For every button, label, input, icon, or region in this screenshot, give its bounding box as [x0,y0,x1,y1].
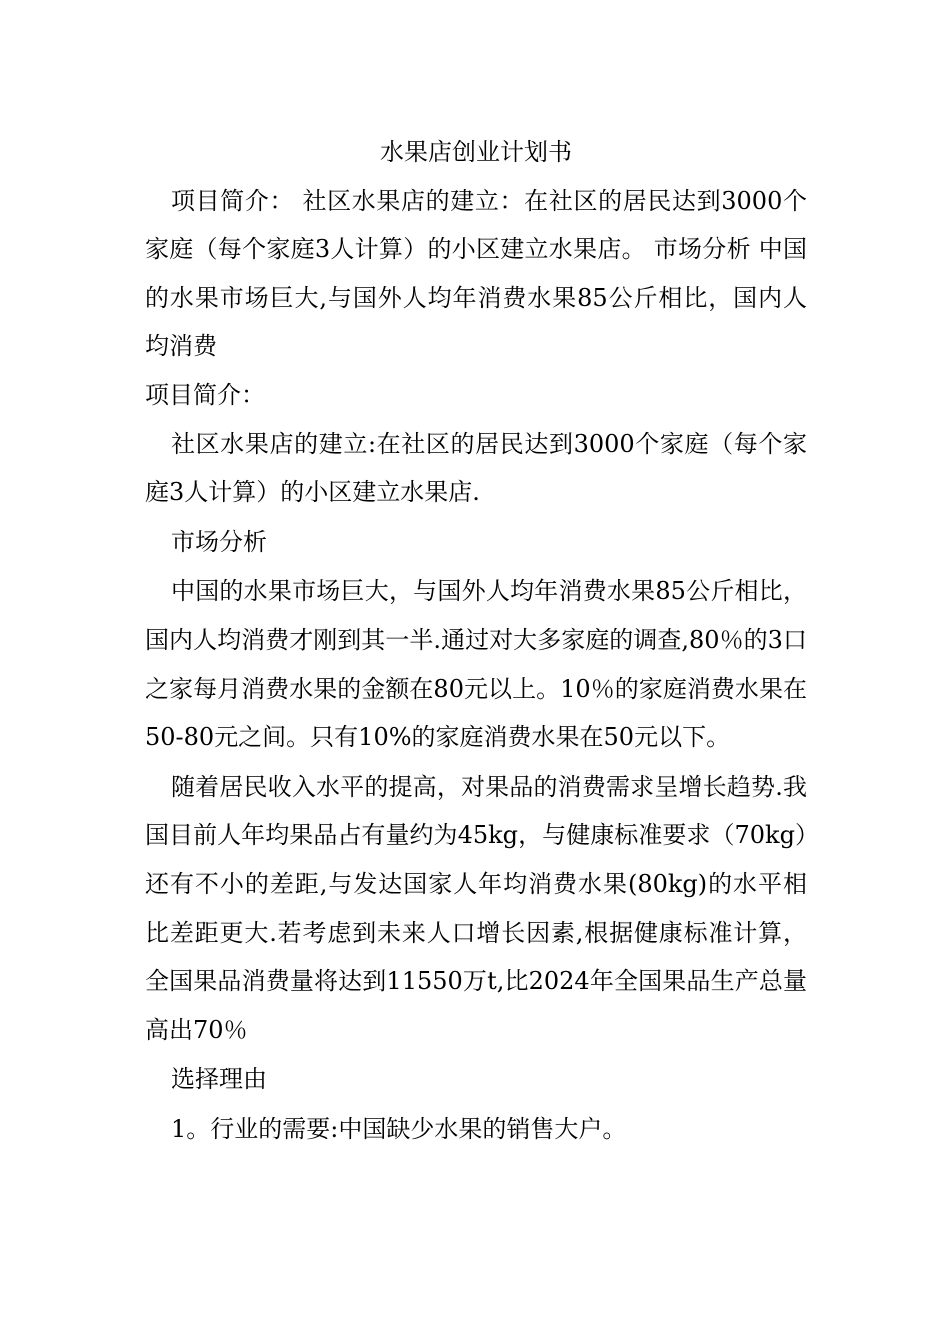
document-title: 水果店创业计划书 [380,138,572,166]
reasons-heading: 选择理由 [171,1065,267,1094]
document-body [145,128,807,1153]
consumption-trend-paragraph: 随着居民收入水平的提高，对果品的消费需求呈增长趋势.我国目前人年均果品占有量约为45kg，与健康标准要求（70kg）还有不小的差距,与发达国家人年均消费水果(80kg)的水平相比差距更大.若考虑到未来人口增长因素,根据健康标准计算，全国果品消费量将达到11550万t,比2024年全国果品生产总量高出70％ [145,772,807,1044]
market-analysis-paragraph: 中国的水果市场巨大，与国外人均年消费水果85公斤相比，国内人均消费才刚到其一半.通过对大多家庭的调查,80％的3口之家每月消费水果的金额在80元以上。10％的家庭消费水果在50-80元之间。只有10%的家庭消费水果在50元以下。 [145,577,807,752]
intro-summary-paragraph: 项目简介： 社区水果店的建立：在社区的居民达到3000个家庭（每个家庭3人计算）的小区建立水果店。 市场分析 中国的水果市场巨大,与国外人均年消费水果85公斤相比，国内人均消费 [145,186,807,361]
project-intro-paragraph: 社区水果店的建立:在社区的居民达到3000个家庭（每个家庭3人计算）的小区建立水果店. [145,429,807,507]
reason-item-1: 1。行业的需要:中国缺少水果的销售大户。 [171,1114,627,1143]
project-intro-heading: 项目简介： [145,380,265,409]
market-analysis-heading: 市场分析 [171,527,267,556]
